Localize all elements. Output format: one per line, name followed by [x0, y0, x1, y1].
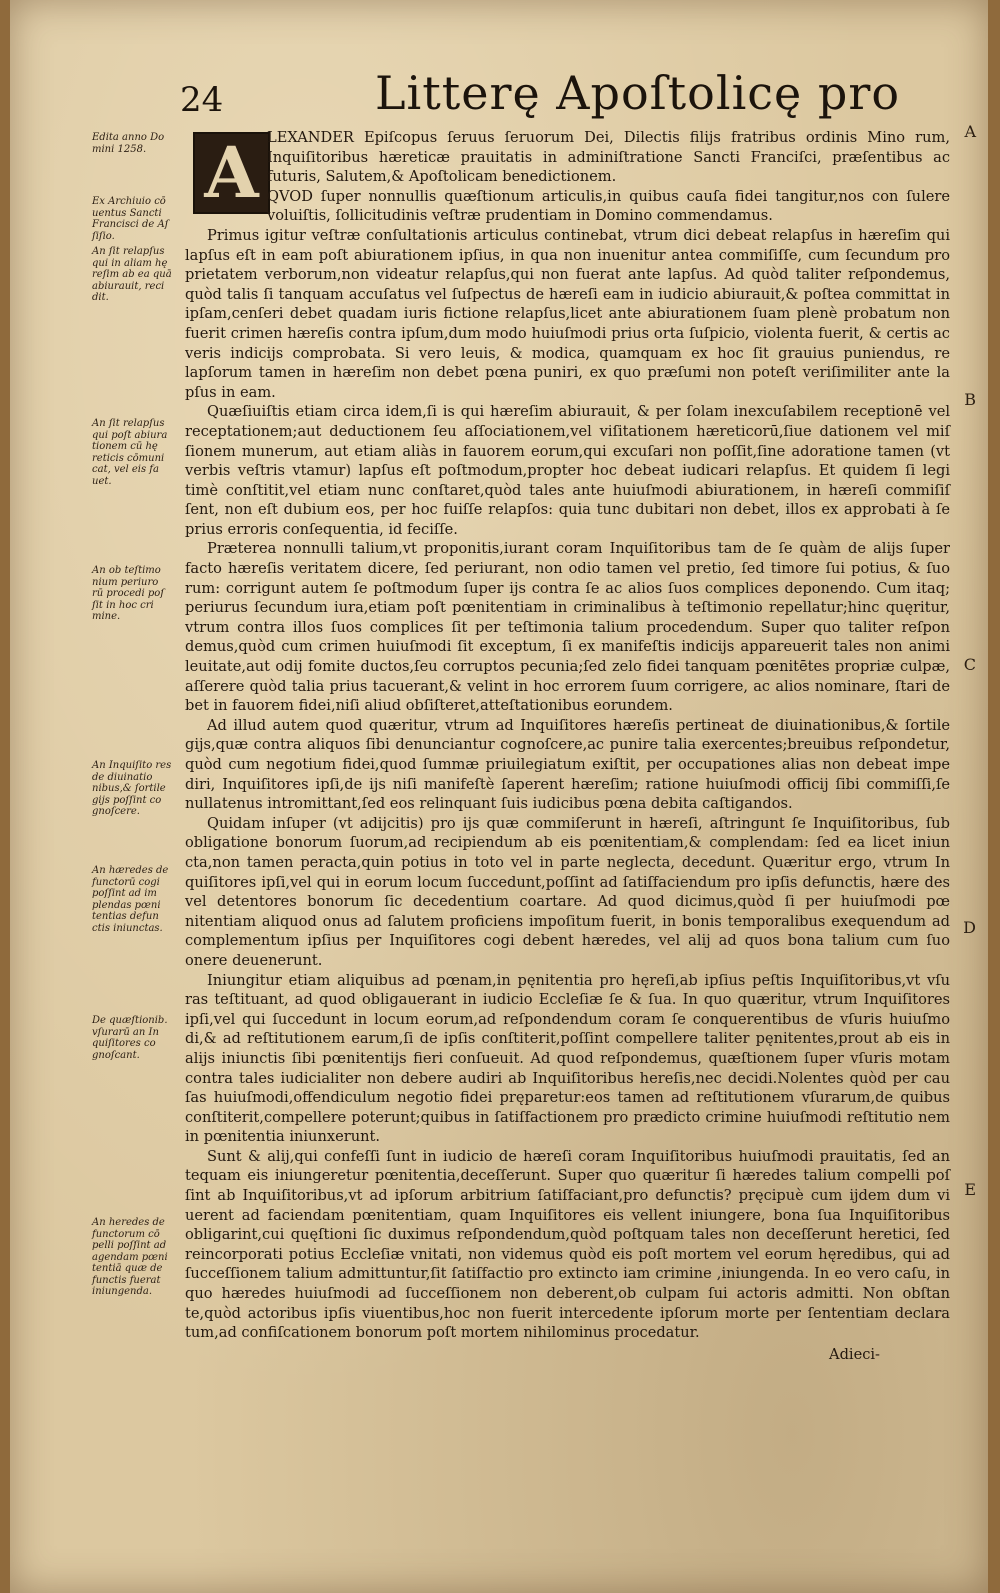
section-letter-e: E — [964, 1180, 976, 1199]
margin-note-heirs-penance: An heredes de functorum cō pelli poſſint ad agendam pœni tentiā quæ de functis fuerat iniungenda. — [92, 1217, 168, 1297]
margin-note-communication: An ſit relapſus qui poſt abiura tionem cū hę reticis cōmuni cat, vel eis fa uet. — [92, 418, 168, 487]
margin-note-divination: An Inquiſito res de diuinatio nibus,& ſortile gijs poſſint co gnoſcere. — [92, 760, 172, 817]
drop-cap-letter: A — [204, 131, 259, 214]
margin-note-usury: De quæſtionib. vſurarū an In quiſitores co gnoſcant. — [92, 1015, 168, 1061]
paragraph-primus: Primus igitur veſtræ conſultationis articulus continebat, vtrum dici debeat relapſus in hæreſim qui lapſus eſt in eam poſt abiurationem ipſius, in qua non inuenitur antea commiſiſſe, cum ſecundum pro prietatem verborum,non videatur relapſus,qui non fuerat ante lapſus. Ad quòd taliter reſpondemus, quòd talis ſi tanquam accuſatus vel ſuſpectus de hæreſi eam in iudicio abiurauit,& poſtea committat in ipſam,cenſeri debet quadam iuris fictione relapſus,licet ante abiurationem ſuam plenè probatum non fuerit crimen hæreſis contra ipſum,dum modo huiuſmodi prius orta ſuſpicio, violenta fuerit, & certis ac veris indicijs comprobata. Si vero leuis, & modica, quamquam ex hoc ſit grauius puniendus, re lapſorum tamen in hæreſim non debet pœna puniri, ex quo præſumi non poteſt veriſimiliter ante la pſus in eam. — [185, 226, 950, 401]
margin-note-perjury: An ob teſtimo nium periuro rū procedi poſ ſit in hoc cri mine. — [92, 565, 165, 622]
catchword: Adieci- — [829, 1345, 880, 1363]
paragraph-quidam: Quidam inſuper (vt adijcitis) pro ijs quæ commiſerunt in hæreſi, aſtringunt ſe Inquiſitoribus, ſub obligatione bonorum ſuorum,ad recipiendum ab eis pœnitentiam,& complendam: ſed ea licet iniun cta,non tamen peracta,quin potius in toto vel in parte neglecta, decedunt. Quæritur ergo, vtrum In quiſitores ipſi,vel qui in eorum locum ſuccedunt,poſſint ad ſatiſfaciendum pro ipſis defunctis, hære des vel detentores bonorum ſic decedentium coartare. Ad quod dicimus,quòd ſi per huiuſmodi pœ nitentiam aliquod onus ad ſalutem proficiens impoſitum fuerit, in bonis temporalibus exequendum ad complementum ipſius per Inquiſitores cogi debent hæredes, vel alij ad quos bona talium cum ſuo onere deuenerunt. — [185, 814, 950, 969]
letter-body — [185, 128, 950, 1364]
section-letter-b: B — [964, 390, 976, 409]
book-page — [10, 0, 988, 1593]
running-title: Litterę Apoſtolicę pro — [375, 66, 901, 120]
paragraph-sunt: Sunt & alij,qui confeſſi ſunt in iudicio de hæreſi coram Inquiſitoribus huiuſmodi prauitatis, ſed an tequam eis iniungeretur pœnitentia,deceſſerunt. Super quo quæritur ſi hæredes talium compelli poſ ſint ab Inquiſitoribus,vt ad ipſorum arbitrium ſatiſfaciant,pro defunctis? pręcipuè cum ijdem dum vi uerent ad faciendam pœnitentiam, quam Inquiſitores eis vellent iniungere, bona ſua Inquiſitoribus obligarint,cui quęſtioni ſic duximus reſpondendum,quòd poſtquam tales non deceſſerunt heretici, ſed reincorporati potius Eccleſiæ vnitati, non videmus quòd eis poſt mortem vel eorum hęredibus, qui ad ſucceſſionem talium admittuntur,ſit ſatiſfactio pro extincto iam crimine ,iniungenda. In eo vero caſu, in quo hæredes huiuſmodi ad ſucceſſionem non deberent,ob culpam ſui actoris admitti. Non obſtan te,quòd actoribus ipſis viuentibus,hoc non fuerit intercedente ipſorum morte per ſententiam declara tum,ad confiſcationem bonorum poſt mortem nihilominus procedatur. — [185, 1147, 950, 1342]
margin-note-relapse: An ſit relapſus qui in aliam hę reſim ab ea quā abiurauit, reci dit. — [92, 246, 172, 303]
margin-note-archive: Ex Archiuio cō uentus Sancti Francisci de Aſ ſiſio. — [92, 196, 169, 242]
margin-note-heirs: An hæredes de functorū cogi poſſint ad im plendas pœni tentias defun ctis iniunctas. — [92, 865, 169, 934]
paragraph-iniungitur: Iniungitur etiam aliquibus ad pœnam,in pęnitentia pro hęreſi,ab ipſius peſtis Inquiſitoribus,vt vſu ras teſtituant, ad quod obligauerant in iudicio Eccleſiæ ſe & ſua. In quo quæritur, vtrum Inquiſitores ipſi,vel qui ſuccedunt in locum eorum,ad reſpondendum coram ſe conquerentibus de vſuris huiuſmo di,& ad reſtitutionem earum,ſi de ipſis conſtiterit,poſſint compellere taliter pęnitentes,prout ab eis in alijs iniunctis ſibi pœnitentijs fieri conſueuit. Ad quod reſpondemus, quæſtionem ſuper vſuris motam contra tales iudicialiter non debere audiri ab Inquiſitoribus hereſis,nec decidi.Nolentes quòd per cau ſas huiuſmodi,offendiculum negotio fidei pręparetur:eos tamen ad reſtitutionem vſurarum,de quibus conſtiterit,compellere poterunt;quibus in ſatiſfactionem pro prædicto crimine huiuſmodi reſtitutio nem in pœnitentia iniunxerunt. — [185, 971, 950, 1146]
paragraph-quod: QVOD ſuper nonnullis quæſtionum articulis,in quibus cauſa fidei tangitur,nos con ſulere voluiſtis, ſollicitudinis veſtræ prudentiam in Domino commendamus. — [267, 187, 950, 225]
section-letter-d: D — [963, 918, 976, 937]
paragraph-ad-illud: Ad illud autem quod quæritur, vtrum ad Inquiſitores hæreſis pertineat de diuinationibus,& ſortile gijs,quæ contra aliquos ſibi denunciantur cognoſcere,ac punire talia exercentes;breuibus reſpondetur, quòd cum negotium fidei,quod ſummæ priuilegiatum exiſtit, per occupationes alias non debeat impe diri, Inquiſitores ipſi,de ijs niſi manifeſtè ſaperent hæreſim; ratione huiuſmodi officij ſibi commiſſi,ſe nullatenus intromittant,ſed eos relinquant ſuis iudicibus pœna debita caſtigandos. — [185, 716, 950, 813]
page-number: 24 — [180, 80, 224, 120]
section-letter-a: A — [964, 122, 976, 141]
paragraph-praeterea: Præterea nonnulli talium,vt proponitis,iurant coram Inquiſitoribus tam de ſe quàm de alijs ſuper facto hæreſis veritatem dicere, ſed periurant, non odio tamen vel pretio, ſed timore ſui potius, & ſuo rum: corrigunt autem ſe poſtmodum ſuper ijs contra ſe ac alios ſuos complices deponendo. Cum itaq; periurus ſecundum iura,etiam poſt pœnitentiam in criminalibus à teſtimonio repellatur;hinc quęritur, vtrum contra illos ſuos complices ſit per teſtimonia talium procedendum. Super quo taliter reſpon demus,quòd cum crimen huiuſmodi ſit exceptum, ſi ex manifeſtis indicijs appareuerit tales non animi leuitate,aut odij fomite ductos,ſeu corruptos pecunia;ſed zelo fidei tanquam pœnitētes propriæ culpæ, aſſerere quòd talia prius tacuerant,& velint in hoc errorem ſuum corrigere, ac alios nominare, ſtari de bet in fauorem fidei,niſi aliud obſiſteret,atteſtationibus eorundem. — [185, 540, 950, 715]
section-letter-c: C — [963, 655, 976, 674]
salutation-paragraph: LEXANDER Epiſcopus ſeruus ſeruorum Dei, Dilectis filijs fratribus ordinis Mino rum, Inquiſitoribus hæreticæ prauitatis in adminiſtratione Sancti Franciſci, præſentibus ac futuris, Salutem,& Apoſtolicam benedictionem. — [267, 129, 950, 186]
margin-note-date: Edita anno Do mini 1258. — [92, 132, 165, 155]
paragraph-quaesiuistis: Quæſiuiſtis etiam circa idem,ſi is qui hæreſim abiurauit, & per ſolam inexcuſabilem receptionē vel receptationem;aut deductionem ſeu aſſociationem,vel viſitationem hæreticorū,ſiue dationem vel miſ ſionem munerum, aut etiam aliàs in fauorem eorum,qui excuſari non poſſit,ſine adoratione tamen (vt verbis veſtris vtamur) lapſus eſt poſtmodum,propter hoc debeat iudicari relapſus. Et quidem ſi legi timè conſtitit,vel etiam nunc conſtaret,quòd tales ante huiuſmodi abiurationem, in hæreſi commiſiſ ſent, non eſt dubium eos, per hoc fuiſſe relapſos: quia tunc dubitari non debet, illos ex approbati à ſe prius erroris conſequentia, id feciſſe. — [185, 403, 950, 538]
